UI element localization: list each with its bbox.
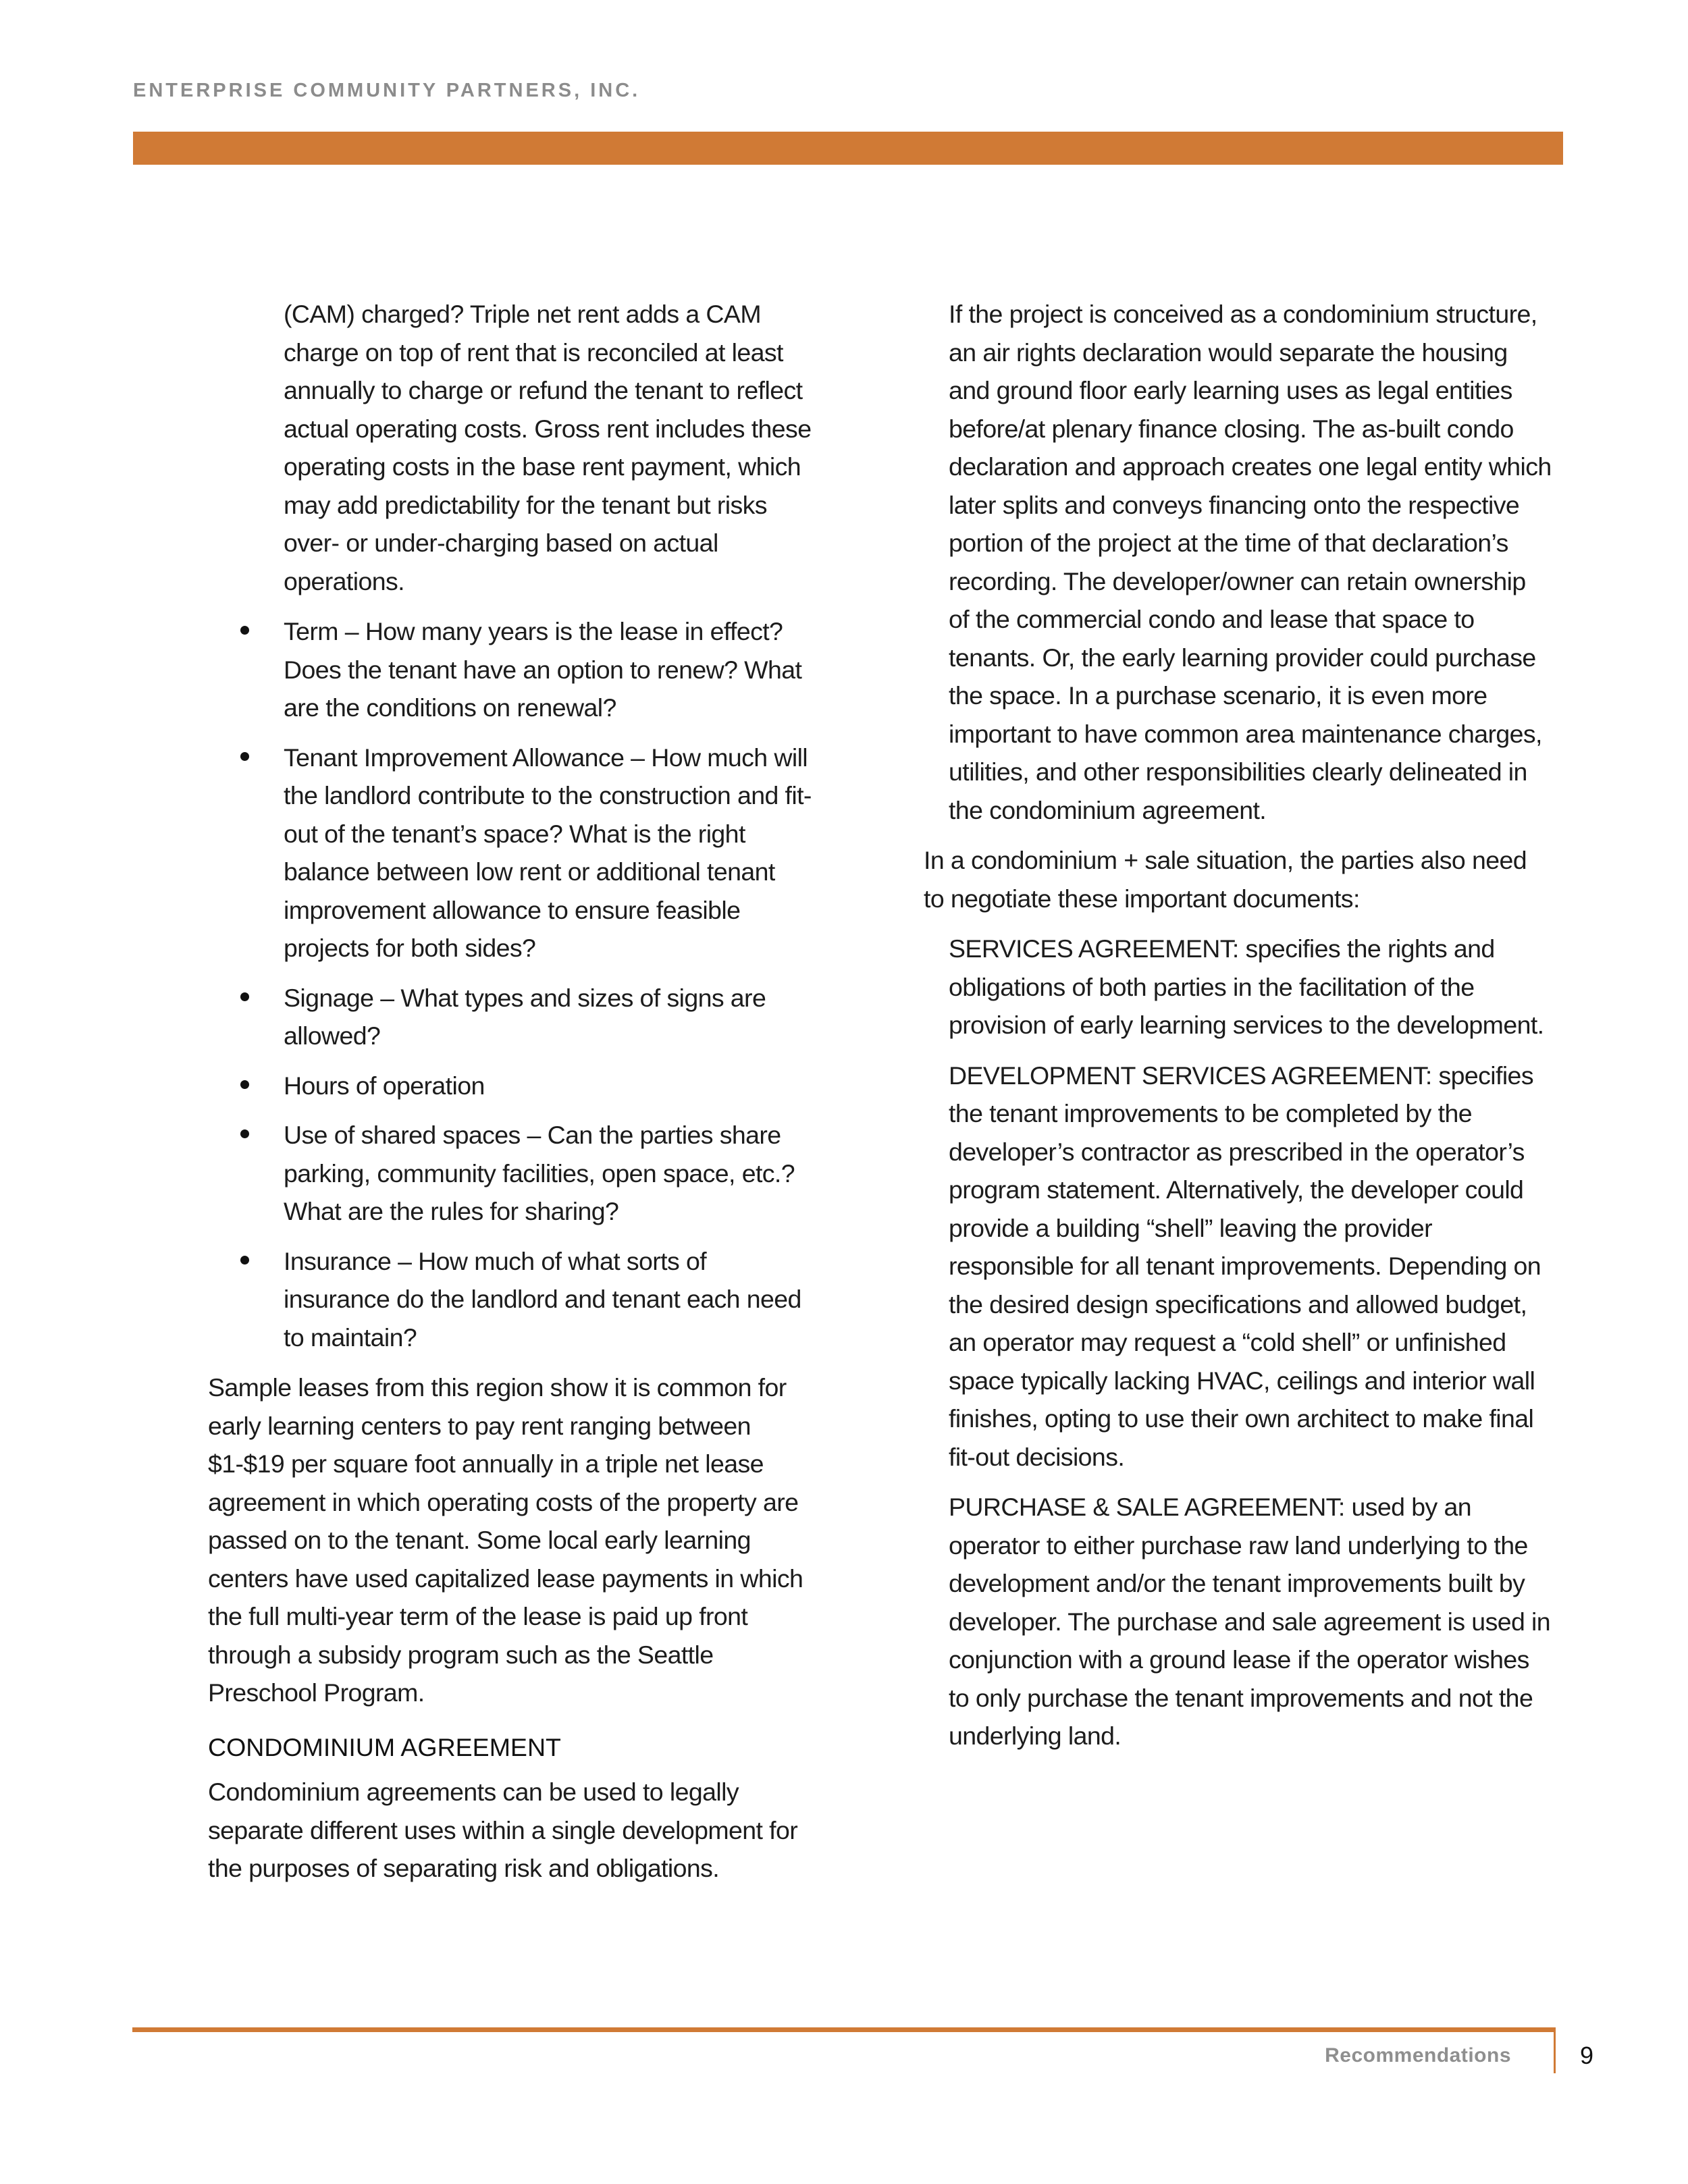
list-item: [208, 612, 816, 727]
bullet-icon: [240, 992, 249, 1001]
documents-intro-paragraph: In a condominium + sale situation, the parties also need to negotiate these important documents:: [924, 846, 1527, 913]
header-accent-bar: [133, 132, 1563, 165]
left-column: [208, 295, 816, 1888]
page-number: 9: [1580, 2042, 1594, 2069]
condo-structure-paragraph: If the project is conceived as a condominium structure, an air rights declaration would separate the housing and ground floor early learning uses as legal entities before/at plenary finance closing. The as-built condo declaration and approach creates one legal entity which later splits and conveys financing onto the respective portion of the project at the time of that declaration’s recording. The developer/owner can retain ownership of the commercial condo and lease that space to tenants. Or, the early learning provider could purchase the space. In a purchase scenario, it is even more important to have common area maintenance charges, utilities, and other responsibilities clearly delineated in the condominium agreement.: [949, 300, 1552, 824]
document-description: used by an operator to either purchase raw land underlying to the development and/or the tenant improvements built by developer. The purchase and sale agreement is used in conjunction with a ground lease if the operator wishes to only purchase the tenant improvements and not the underlying land.: [949, 1493, 1551, 1750]
list-item: [208, 739, 816, 967]
list-item: [208, 1067, 816, 1105]
document-description: specifies the tenant improvements to be completed by the developer’s contractor as prescribed in the operator’s program statement. Alternatively, the developer could provide a building “shell” leaving the provider responsible for all tenant improvements. Depending on the desired design specifications and allowed budget, an operator may request a “cold shell” or unfinished space typically lacking HVAC, ceilings and interior wall finishes, opting to use their own architect to make final fit-out decisions.: [949, 1061, 1541, 1471]
right-column: [924, 295, 1552, 1755]
development-services-agreement-paragraph: [924, 1057, 1552, 1476]
document-term: PURCHASE & SALE AGREEMENT:: [949, 1493, 1345, 1521]
list-item: [208, 979, 816, 1055]
running-head: ENTERPRISE COMMUNITY PARTNERS, INC.: [133, 80, 641, 101]
bullet-icon: [240, 1080, 249, 1089]
condominium-agreement-paragraph: Condominium agreements can be used to legally separate different uses within a single development for the purposes of separating risk and obligations.: [208, 1778, 798, 1882]
document-term: SERVICES AGREEMENT:: [949, 934, 1239, 963]
bullet-icon: [240, 752, 249, 761]
purchase-sale-agreement-paragraph: [924, 1488, 1552, 1755]
lease-terms-list: [208, 612, 816, 1356]
document-term: DEVELOPMENT SERVICES AGREEMENT:: [949, 1061, 1432, 1090]
list-item: [208, 1242, 816, 1357]
bullet-icon: [240, 1129, 249, 1138]
list-item-text: Insurance – How much of what sorts of insurance do the landlord and tenant each need to maintain?: [284, 1246, 801, 1352]
sample-leases-paragraph: Sample leases from this region show it is common for early learning centers to pay rent ranging between $1-$19 per square foot annually in a triple net lease agreement in which operating costs of the property are passed on to the tenant. Some local early learning centers have used capitalized lease payments in which the full multi-year term of the lease is paid up front through a subsidy program such as the Seattle Preschool Program.: [208, 1373, 803, 1707]
cam-continuation-paragraph: (CAM) charged? Triple net rent adds a CAM charge on top of rent that is reconciled at least annually to charge or refund the tenant to reflect actual operating costs. Gross rent includes these operating costs in the base rent payment, which may add predictability for the tenant but risks over- or under-charging based on actual operations.: [284, 300, 812, 595]
list-item-text: Use of shared spaces – Can the parties share parking, community facilities, open space, etc.? What are the rules for sharing?: [284, 1121, 795, 1225]
list-item-text: Tenant Improvement Allowance – How much will the landlord contribute to the construction and fit-out of the tenant’s space? What is the right balance between low rent or additional tenant improvement allowance to ensure feasible projects for both sides?: [284, 743, 812, 962]
services-agreement-paragraph: [924, 930, 1552, 1044]
footer-section-label: Recommendations: [1325, 2044, 1511, 2067]
document-description: specifies the rights and obligations of both parties in the facilitation of the provision of early learning services to the development.: [949, 934, 1544, 1039]
list-item-text: Signage – What types and sizes of signs are allowed?: [284, 983, 766, 1050]
bullet-icon: [240, 626, 249, 635]
footer-divider: [1554, 2027, 1556, 2073]
list-item-text: Term – How many years is the lease in effect? Does the tenant have an option to renew? What are the conditions on renewal?: [284, 617, 802, 722]
condominium-agreement-heading: CONDOMINIUM AGREEMENT: [208, 1732, 561, 1761]
list-item: [208, 1116, 816, 1231]
list-item-text: Hours of operation: [284, 1071, 485, 1100]
footer-rule: [132, 2027, 1556, 2032]
bullet-icon: [240, 1256, 249, 1264]
